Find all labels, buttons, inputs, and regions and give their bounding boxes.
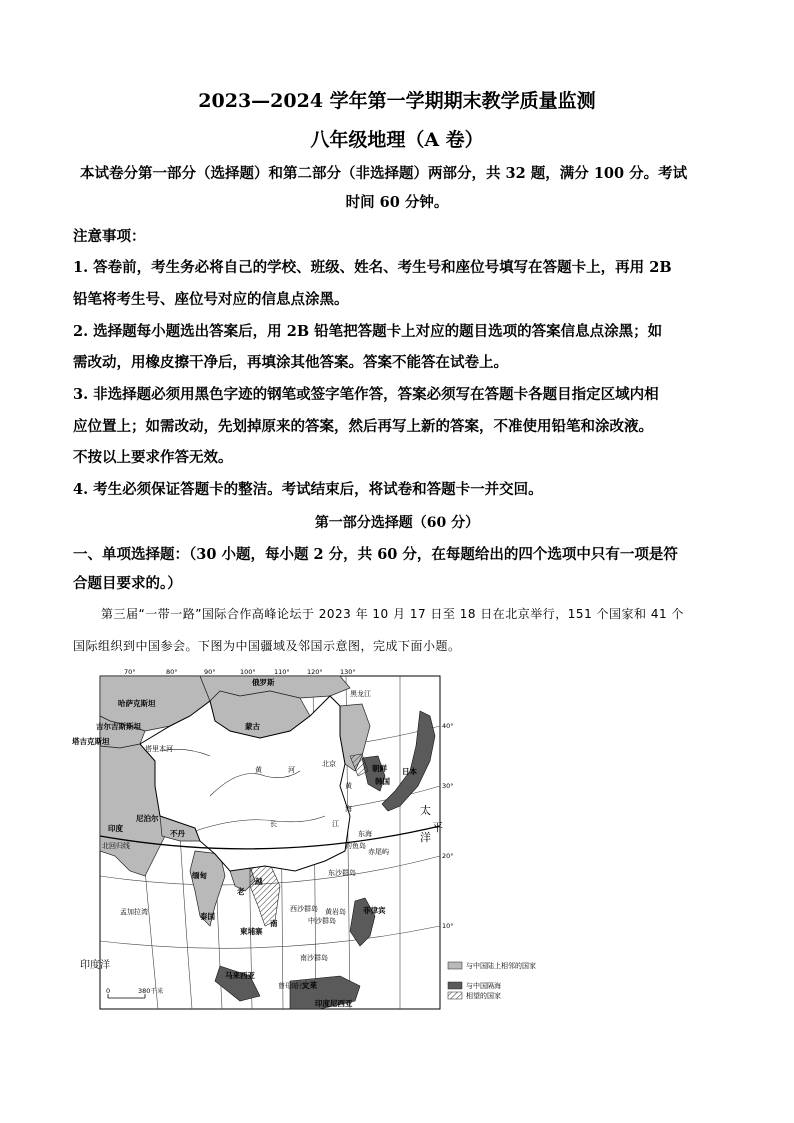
scale-km: 380千米 xyxy=(138,987,164,995)
lon-label: 70° xyxy=(124,668,136,676)
label-east-sea: 东海 xyxy=(358,830,372,838)
label-tropic: 北回归线 xyxy=(102,842,130,850)
map-legend xyxy=(448,961,536,1000)
lat-label: 20° xyxy=(442,852,454,860)
label-thailand: 泰国 xyxy=(200,912,215,921)
label-kazakhstan: 哈萨克斯坦 xyxy=(118,699,156,708)
stem-line-1: 第三届“一带一路”国际合作高峰论坛于 2023 年 10 月 17 日至 18 日在北京举行，151 个国家和 41 个 xyxy=(101,607,684,621)
notes-line: 应位置上；如需改动，先划掉原来的答案，然后再写上新的答案，不准使用铅笔和涂改液。 xyxy=(73,418,653,435)
label-nepal: 尼泊尔 xyxy=(136,814,159,823)
part1-heading: 第一部分选择题（60 分） xyxy=(314,515,480,531)
label-pacific-a: 太 xyxy=(420,804,431,817)
latitude-labels xyxy=(442,722,454,930)
stem-line-2: 国际组织到中国参会。下图为中国疆域及邻国示意图，完成下面小题。 xyxy=(73,639,461,653)
scale-zero: 0 xyxy=(106,987,111,995)
label-vietnam-b: 南 xyxy=(270,919,278,928)
label-zengmu: 曾母暗沙 xyxy=(278,982,306,990)
label-malaysia: 马来西亚 xyxy=(225,971,255,980)
label-laos: 老 xyxy=(237,887,245,896)
label-russia: 俄罗斯 xyxy=(252,678,275,687)
page-subtitle: 八年级地理（A 卷） xyxy=(310,129,484,151)
label-indian-ocean: 印度洋 xyxy=(80,960,110,971)
label-cambodia: 柬埔寨 xyxy=(240,927,263,936)
label-india: 印度 xyxy=(108,824,123,833)
section-line-2: 合题目要求的。） xyxy=(73,575,182,592)
lon-label: 90° xyxy=(204,668,216,676)
label-indonesia: 印度尼西亚 xyxy=(315,999,353,1008)
legend-sea-label-b: 相望的国家 xyxy=(466,992,501,1000)
label-yellow-river-a: 黄 xyxy=(255,766,262,774)
legend-sea-label-a: 与中国隔海 xyxy=(466,982,501,990)
lat-label: 30° xyxy=(442,782,454,790)
legend-hatch-swatch xyxy=(448,992,462,999)
label-diaoyu: 钓鱼岛 xyxy=(345,842,366,850)
notes-heading: 注意事项： xyxy=(73,228,146,245)
label-pacific-c: 洋 xyxy=(420,831,431,844)
longitude-labels xyxy=(124,668,356,676)
legend-sea-swatch xyxy=(448,982,462,989)
page-title: 2023—2024 学年第一学期期末教学质量监测 xyxy=(198,90,596,112)
label-tajikistan: 塔吉克斯坦 xyxy=(72,737,110,746)
section-line-1: 一、单项选择题：（30 小题，每小题 2 分，共 60 分，在每题给出的四个选项中只有一项是符 xyxy=(73,546,678,563)
label-yangtze-b: 江 xyxy=(332,820,339,828)
label-xisha: 西沙群岛 xyxy=(290,905,318,913)
label-heilongjiang: 黑龙江 xyxy=(350,690,371,698)
label-beijing: 北京 xyxy=(322,760,336,768)
notes-line: 铅笔将考生号、座位号对应的信息点涂黑。 xyxy=(73,291,349,308)
lat-label: 40° xyxy=(442,722,454,730)
lon-label: 110° xyxy=(274,668,290,676)
notes-line: 需改动，用橡皮擦干净后，再填涂其他答案。答案不能答在试卷上。 xyxy=(73,354,508,371)
notes-line: 1. 答卷前，考生务必将自己的学校、班级、姓名、考生号和座位号填写在答题卡上，再用 2B xyxy=(73,259,672,276)
china-territory-map xyxy=(72,668,550,1011)
label-japan: 日本 xyxy=(402,767,417,776)
legend-land-label: 与中国陆上相邻的国家 xyxy=(466,962,536,970)
label-korea-north: 朝鲜 xyxy=(372,764,387,773)
lon-label: 80° xyxy=(166,668,178,676)
label-dongsha: 东沙群岛 xyxy=(328,869,356,877)
notes-line: 3. 非选择题必须用黑色字迹的钢笔或签字笔作答，答案必须写在答题卡各题目指定区域内相 xyxy=(73,386,659,403)
label-nansha: 南沙群岛 xyxy=(300,954,328,962)
label-kyrgyzstan: 吉尔吉斯斯坦 xyxy=(96,722,141,731)
intro-line-2: 时间 60 分钟。 xyxy=(345,194,449,211)
intro-line-1: 本试卷分第一部分（选择题）和第二部分（非选择题）两部分，共 32 题，满分 100 分。考试 xyxy=(80,165,688,182)
lon-label: 130° xyxy=(340,668,356,676)
notes-line: 不按以上要求作答无效。 xyxy=(73,449,233,466)
lat-label: 10° xyxy=(442,922,454,930)
label-bhutan: 不丹 xyxy=(170,829,185,838)
label-korea-south: 韩国 xyxy=(375,777,390,786)
label-chiwei: 赤尾屿 xyxy=(368,848,389,856)
label-bay-of-bengal: 孟加拉湾 xyxy=(120,908,148,916)
lon-label: 120° xyxy=(307,668,323,676)
label-yellow-sea-a: 黄 xyxy=(345,782,352,790)
label-yangtze-a: 长 xyxy=(270,820,277,828)
label-myanmar: 缅甸 xyxy=(192,871,207,880)
notes-line: 4. 考生必须保证答题卡的整洁。考试结束后，将试卷和答题卡一并交回。 xyxy=(73,481,543,498)
lon-label: 100° xyxy=(240,668,256,676)
notes-line: 2. 选择题每小题选出答案后，用 2B 铅笔把答题卡上对应的题目选项的答案信息点涂黑；如 xyxy=(73,323,663,340)
label-brunei: 文莱 xyxy=(302,981,317,990)
label-tarim: 塔里木河 xyxy=(145,745,173,753)
label-zhongsha: 中沙群岛 xyxy=(308,917,336,925)
legend-land-swatch xyxy=(448,962,462,969)
label-mongolia: 蒙古 xyxy=(245,722,260,731)
label-yellow-sea-b: 海 xyxy=(345,805,352,813)
label-yellow-river-b: 河 xyxy=(288,766,295,774)
label-huangyan: 黄岩岛 xyxy=(325,908,346,916)
label-pacific-b: 平 xyxy=(432,821,443,834)
label-philippines: 菲律宾 xyxy=(363,906,386,915)
label-vietnam-a: 越 xyxy=(255,877,263,886)
